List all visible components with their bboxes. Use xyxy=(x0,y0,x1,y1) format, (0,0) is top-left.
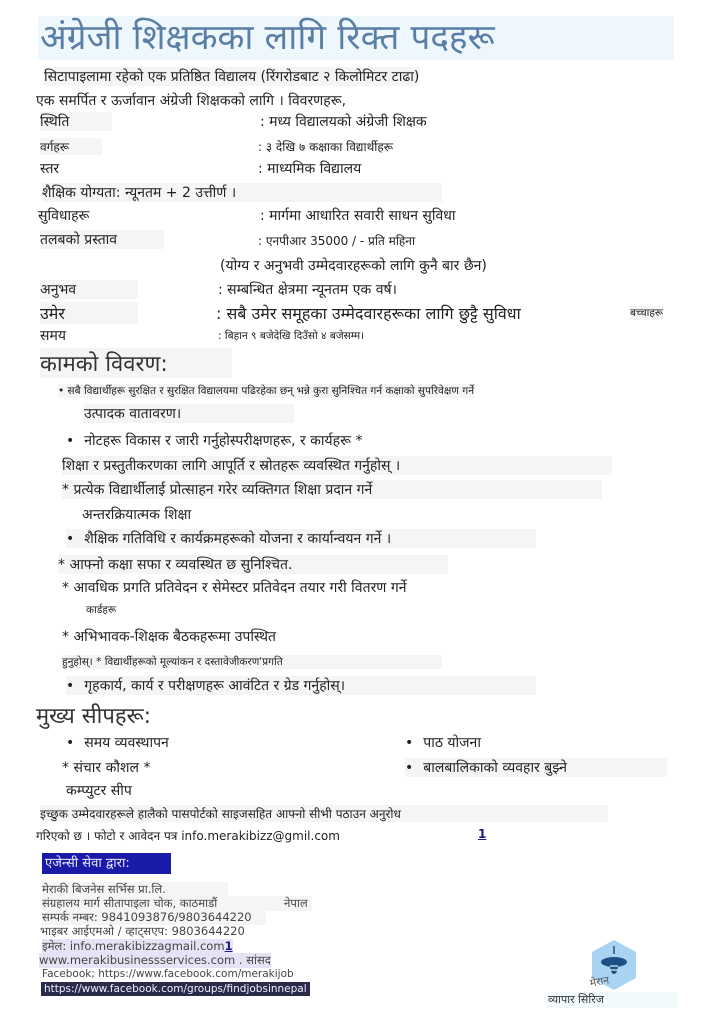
bullet-icon xyxy=(66,531,84,547)
bullet-icon xyxy=(66,735,84,751)
skill-item: कम्प्युटर सीप xyxy=(66,783,132,799)
intro-line-2: एक समर्पित र ऊर्जावान अंग्रेजी शिक्षकको लागि । विवरणहरू, xyxy=(36,93,347,109)
duty-item: * अभिभावक-शिक्षक बैठकहरूमा उपस्थित xyxy=(62,629,277,645)
duty-item: उत्पादक वातावरण। xyxy=(84,404,294,423)
duty-item: * आफ्नो कक्षा सफा र व्यवस्थित छ सुनिश्चित. xyxy=(58,555,448,574)
duty-item: • नोटहरू विकास र जारी गर्नुहोस्परीक्षणहरू, र कार्यहरू * xyxy=(66,431,362,450)
agency-address: संग्रहालय मार्ग सीतापाइला चोक, काठमाडौं xyxy=(42,896,312,911)
agency-name: मेराकी बिजनेस सर्भिस प्रा.लि. xyxy=(42,882,228,897)
detail-note-no-bar: (योग्य र अनुभवी उम्मेदवारहरूको लागि कुनै बार छैन) xyxy=(220,258,487,274)
footnote-marker[interactable]: 1 xyxy=(478,827,487,841)
detail-age-note: बच्चाहरू xyxy=(630,307,664,319)
detail-value-classes: : ३ देखि ७ कक्षाका विद्यार्थीहरू xyxy=(258,140,394,154)
detail-label-position: स्थिति xyxy=(40,112,112,131)
bullet-icon xyxy=(405,735,423,751)
detail-value-age: : सबै उमेर समूहका उम्मेदवारहरूका लागि छुट्टै सुविधा xyxy=(216,304,521,323)
logo-text: मेरान xyxy=(589,974,611,990)
detail-label-classes: वर्गहरू xyxy=(40,138,102,155)
agency-website[interactable]: www.merakibusinessservices.com . सांसद xyxy=(39,953,271,967)
detail-label-level: स्तर xyxy=(40,161,60,177)
agency-heading: एजेन्सी सेवा द्वारा: xyxy=(42,853,171,874)
skill-item: • समय व्यवस्थापन xyxy=(66,733,169,752)
duty-item: • शैक्षिक गतिविधि र कार्यक्रमहरूको योजना र कार्यान्वयन गर्ने । xyxy=(66,529,536,548)
detail-label-salary: तलबको प्रस्ताव xyxy=(40,230,164,249)
detail-value-position: : मध्य विद्यालयको अंग्रेजी शिक्षक xyxy=(260,114,427,130)
duty-item: * प्रत्येक विद्यार्थीलाई प्रोत्साहन गरेर व्यक्तिगत शिक्षा प्रदान गर्ने xyxy=(62,480,602,499)
logo-caption: व्यापार सिरिज xyxy=(546,992,678,1008)
skill-item: • बालबालिकाको व्यवहार बुझ्ने xyxy=(405,758,667,777)
agency-viber: भाइबर आईएमओ / व्हाट्सएप: 9803644220 xyxy=(40,924,245,938)
page-title: अंग्रेजी शिक्षकका लागि रिक्त पदहरू xyxy=(38,16,674,60)
detail-label-time: समय xyxy=(40,328,66,344)
detail-label-facilities: सुविधाहरू xyxy=(38,208,90,224)
duty-item: कार्डहरू xyxy=(86,604,117,616)
application-line-2: गरिएको छ । फोटो र आवेदन पत्र info.merakibizz@gmil.com xyxy=(36,829,340,843)
duty-item: • गृहकार्य, कार्य र परीक्षणहरू आवंटित र ग्रेड गर्नुहोस्। xyxy=(66,676,536,695)
duty-item: अन्तरक्रियात्मक शिक्षा xyxy=(82,507,192,523)
detail-value-experience: : सम्बन्धित क्षेत्रमा न्यूनतम एक वर्ष। xyxy=(218,282,397,298)
detail-label-experience: अनुभव xyxy=(40,280,138,299)
detail-value-facilities: : मार्गमा आधारित सवारी साधन सुविधा xyxy=(260,208,456,224)
agency-country: नेपाल xyxy=(284,896,308,910)
bullet-icon xyxy=(405,760,423,776)
detail-value-time: : बिहान ९ बजेदेखि दिउँसो ४ बजेसम्म। xyxy=(218,330,365,342)
agency-facebook-group[interactable]: https://www.facebook.com/groups/findjobsinnepal xyxy=(41,982,310,996)
email-footnote-marker[interactable]: 1 xyxy=(224,939,233,953)
job-description-heading: कामको विवरण: xyxy=(40,348,232,378)
duty-item: • सबै विद्यार्थीहरू सुरक्षित र सुरक्षित विद्यालयमा पढिरहेका छन् भन्ने कुरा सुनिश्चित गर्न कक्षाको सुपरिवेक्षण गर्ने xyxy=(58,385,475,397)
detail-value-level: : माध्यमिक विद्यालय xyxy=(258,161,362,177)
agency-email[interactable]: इमेल: info.merakibizzagmail.com1 xyxy=(42,939,233,953)
skill-item: • पाठ योजना xyxy=(405,733,481,752)
detail-value-salary: : एनपीआर 35000 / - प्रति महिना xyxy=(258,234,416,248)
intro-line-1: सिटापाइलामा रहेको एक प्रतिष्ठित विद्यालय (रिंगरोडबाट २ किलोमिटर टाढा) xyxy=(44,69,420,85)
application-line-1: इच्छुक उम्मेदवारहरूले हालैको पासपोर्टको साइजसहित आफ्नो सीभी पठाउन अनुरोध xyxy=(40,805,608,822)
duty-item: हुनुहोस्। * विद्यार्थीहरूको मूल्यांकन र दस्तावेजीकरण'प्रगति xyxy=(62,655,442,669)
key-skills-heading: मुख्य सीपहरू: xyxy=(36,704,152,729)
detail-label-age: उमेर xyxy=(40,302,138,324)
duty-item: शिक्षा र प्रस्तुतीकरणका लागि आपूर्ति र स्रोतहरू व्यवस्थित गर्नुहोस् । xyxy=(62,456,612,475)
duty-item: * आवधिक प्रगति प्रतिवेदन र सेमेस्टर प्रतिवेदन तयार गरी वितरण गर्ने xyxy=(62,580,407,596)
agency-phone: सम्पर्क नम्बर: 9841093876/9803644220 xyxy=(42,910,266,925)
bullet-icon xyxy=(66,433,84,449)
agency-facebook[interactable]: Facebook; https://www.facebook.com/merakijob xyxy=(42,968,294,980)
skill-item: * संचार कौशल * xyxy=(62,760,151,776)
bullet-icon xyxy=(66,678,84,694)
detail-qualification: शैक्षिक योग्यता: न्यूनतम + 2 उत्तीर्ण । xyxy=(42,183,442,202)
